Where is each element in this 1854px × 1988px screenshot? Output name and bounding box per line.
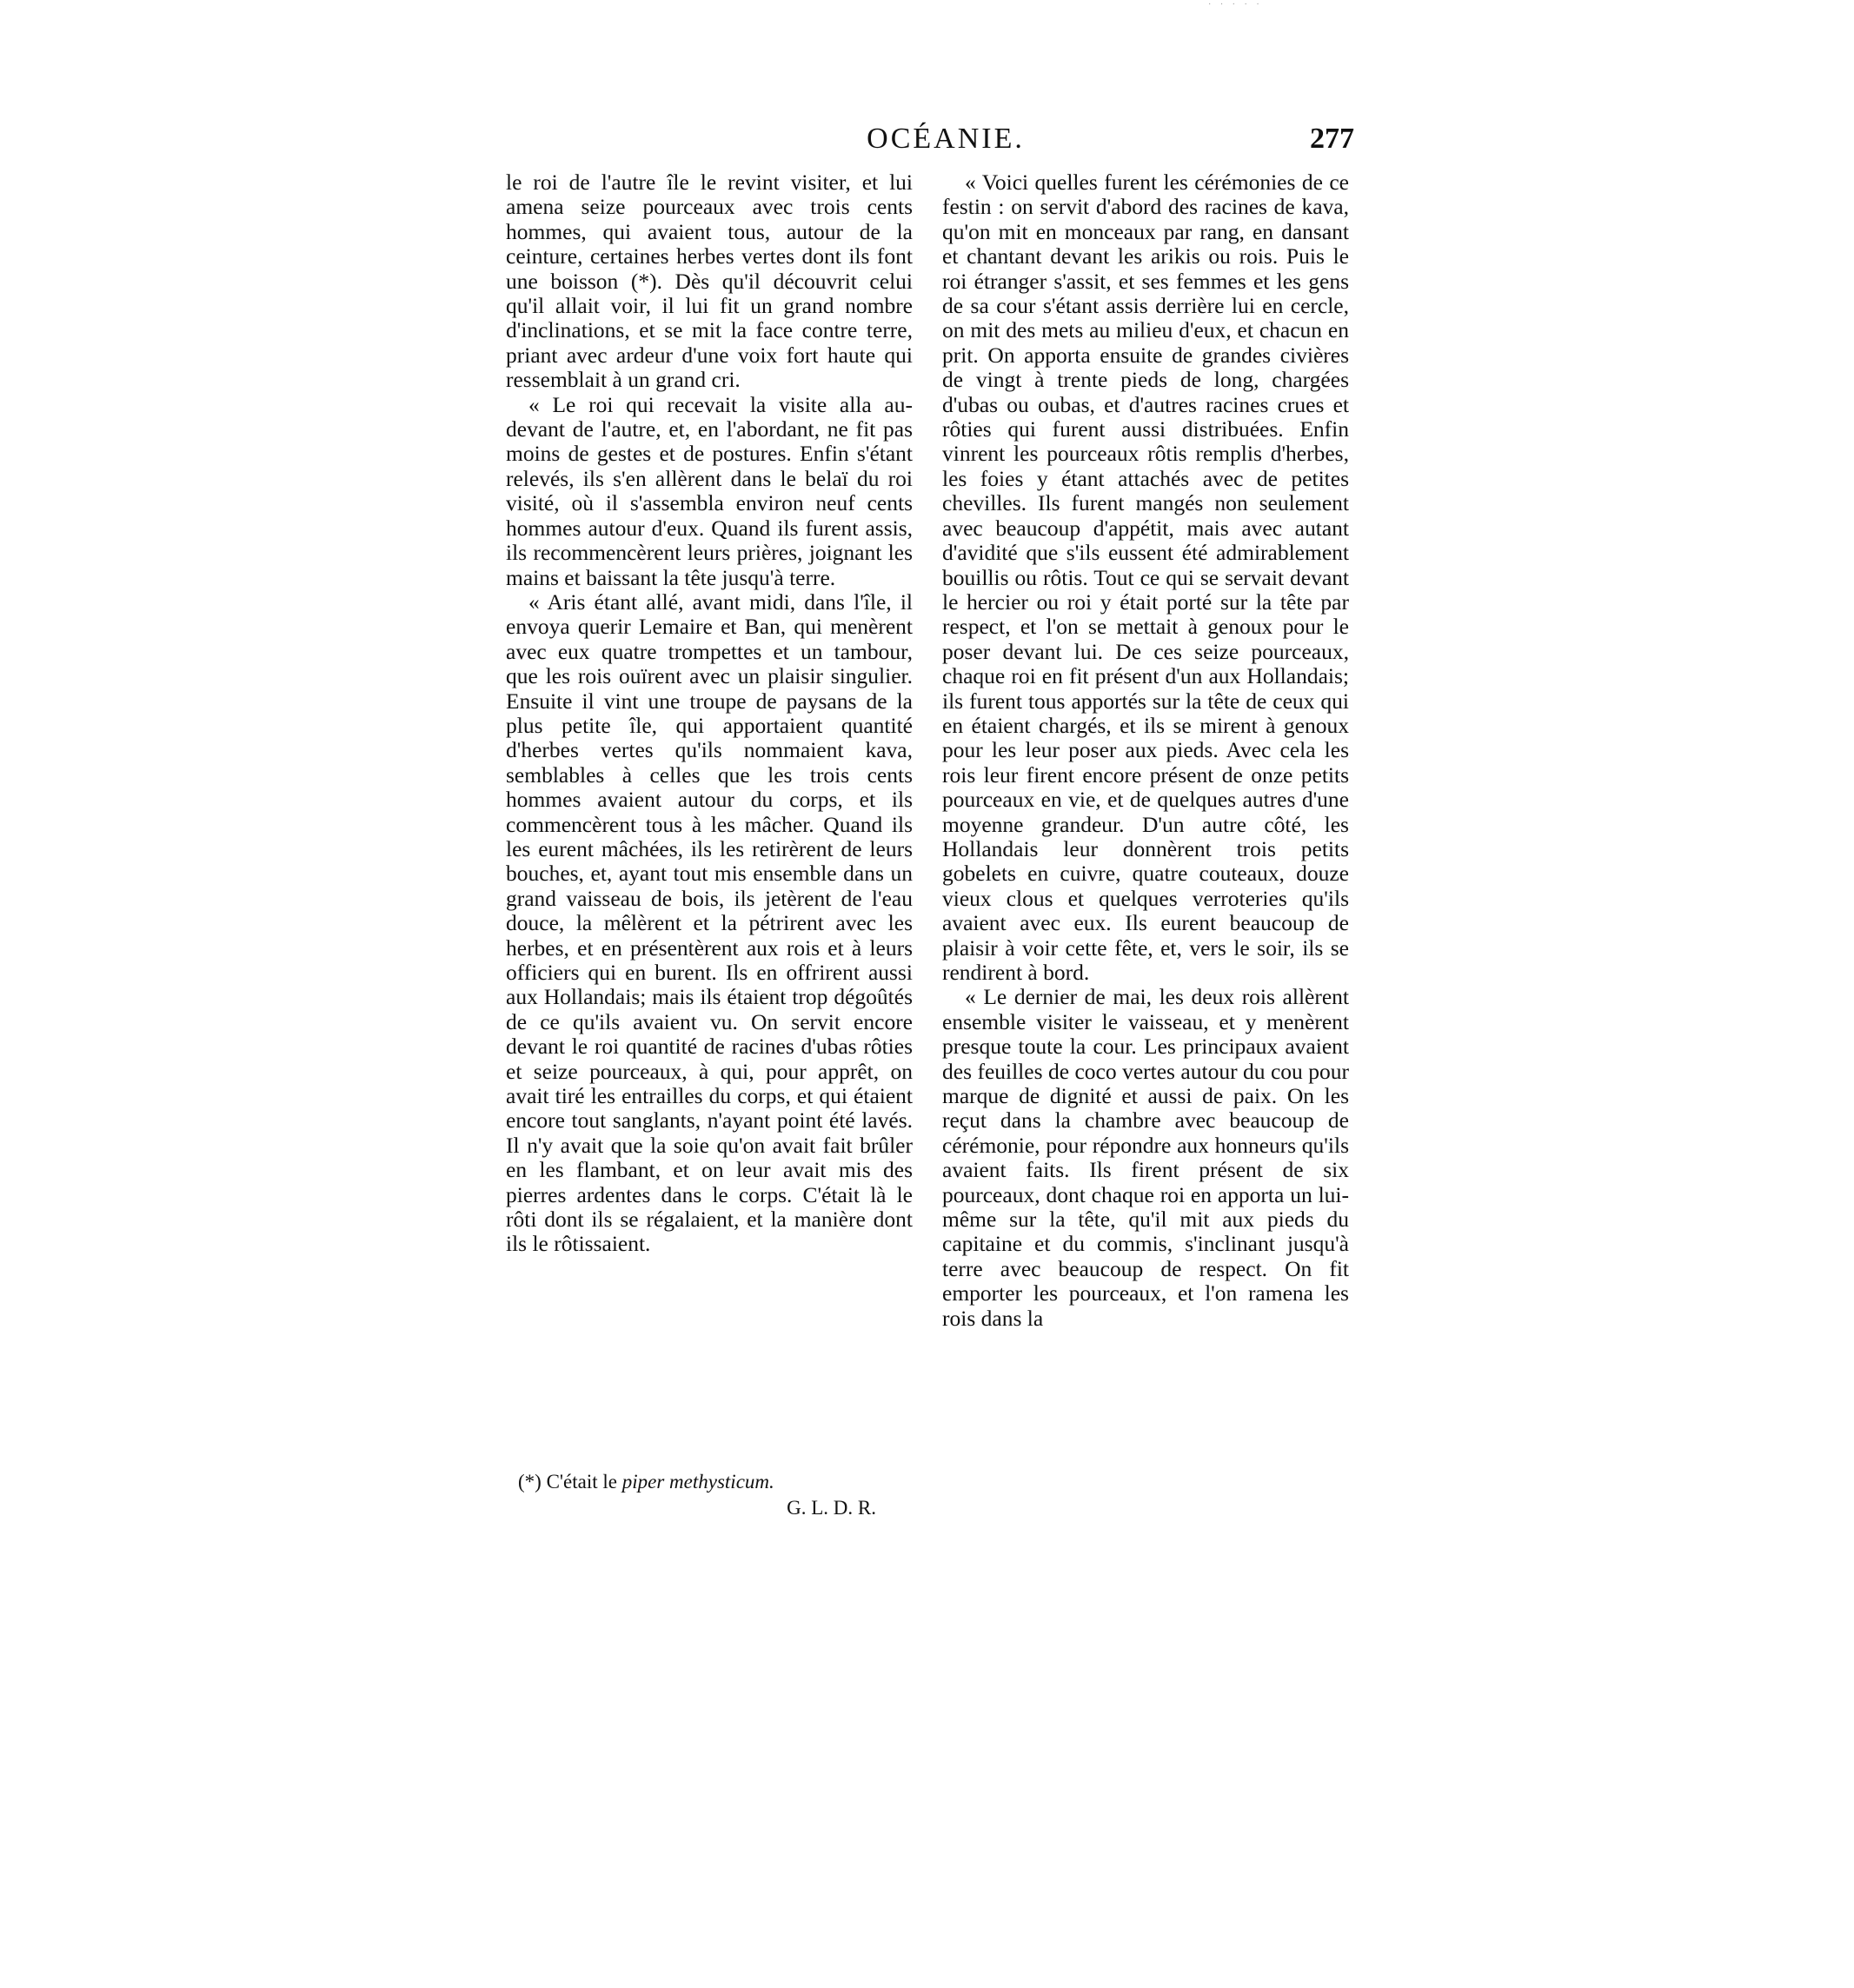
page-number: 277 [1310,123,1354,155]
paragraph: le roi de l'autre île le revint visiter, et lui amena seize pourceaux avec trois cents hommes, qui avaient tous, autour de la ceinture, certaines herbes vertes dont ils font une boisson (*). Dès qu'il découvrit celui qu'il allait voir, il lui fit un grand nombre d'inclinations, et se mit la face contre terre, priant avec ardeur d'une voix fort haute qui ressemblait à un grand cri. [506,170,913,393]
left-column [506,170,913,1257]
footnote-signature: G. L. D. R. [787,1497,876,1519]
paragraph: « Voici quelles furent les cérémonies de ce festin : on servit d'abord des racines de kava, qu'on mit en monceaux par rang, en dansant et chantant devant les arikis ou rois. Puis le roi étranger s'assit, et ses femmes et les gens de sa cour s'étant assis derrière lui en cercle, on mit des mets au milieu d'eux, et chacun en prit. On apporta ensuite de grandes civières de vingt à trente pieds de long, chargées d'ubas ou oubas, et d'autres racines crues et rôties qui furent aussi distribuées. Enfin vinrent les pourceaux rôtis remplis d'herbes, les foies y étant attachés avec de petites chevilles. Ils furent mangés non seulement avec beaucoup d'appétit, mais avec autant d'avidité que s'ils eussent été admirablement bouillis ou rôtis. Tout ce qui se servait devant le hercier ou roi y était porté sur la tête par respect, et l'on se mettait à genoux pour le poser devant lui. De ces seize pourceaux, chaque roi en fit présent d'un aux Hollandais; ils furent tous apportés sur la tête de ceux qui en étaient chargés, et ils se mirent à genoux pour les leur poser aux pieds. Avec cela les rois leur firent encore présent de onze petits pourceaux en vie, et de quelques autres d'une moyenne grandeur. D'un autre côté, les Hollandais leur donnèrent trois petits gobelets en cuivre, quatre couteaux, douze vieux clous et quelques verroteries qu'ils avaient avec eux. Ils eurent beaucoup de plaisir à voir cette fête, et, vers le soir, ils se rendirent à bord. [942,170,1349,985]
footnote-italic: piper methysticum. [621,1471,774,1493]
footnote-text: (*) C'était le [518,1471,622,1493]
paragraph: « Le roi qui recevait la visite alla au-devant de l'autre, et, en l'abordant, ne fit pas moins de gestes et de postures. Enfin s'étant relevés, ils s'en allèrent dans le belaï du roi visité, où il s'assembla environ neuf cents hommes autour d'eux. Quand ils furent assis, ils recommencèrent leurs prières, joignant les mains et baissant la tête jusqu'à terre. [506,391,913,590]
page-header [509,120,1382,158]
scan-specks: · · · · · [1208,0,1263,10]
right-column [942,170,1349,1331]
running-title: OCÉANIE. [867,123,1025,155]
paragraph: « Aris étant allé, avant midi, dans l'île, il envoya querir Lemaire et Ban, qui menèrent avec eux quatre trompettes et un tambour, que les rois ouïrent avec un plaisir singulier. Ensuite il vint une troupe de paysans de la plus petite île, qui apportaient quantité d'herbes vertes qu'ils nommaient kava, semblables à celles que les trois cents hommes avaient autour du corps, et ils commencèrent tous à les mâcher. Quand ils les eurent mâchées, ils les retirèrent de leurs bouches, et, ayant tout mis ensemble dans un grand vaisseau de bois, ils jetèrent de l'eau douce, la mêlèrent et la pétrirent avec les herbes, et en présentèrent aux rois et à leurs officiers qui en burent. Ils en offrirent aussi aux Hollandais; mais ils étaient trop dégoûtés de ce qu'ils avaient vu. On servit encore devant le roi quantité de racines d'ubas rôties et seize pourceaux, à qui, pour apprêt, on avait tiré les entrailles du corps, et qui étaient encore tout sanglants, n'ayant point été lavés. Il n'y avait que la soie qu'on avait fait brûler en les flambant, et on leur avait mis des pierres ardentes dans le corps. C'était là le rôti dont ils se régalaient, et la manière dont ils le rôtissaient. [506,588,913,1257]
paragraph: « Le dernier de mai, les deux rois allèrent ensemble visiter le vaisseau, et y menèrent presque toute la cour. Les principaux avaient des feuilles de coco vertes autour du cou pour marque de dignité et aussi de paix. On les reçut dans la chambre avec beaucoup de cérémonie, pour répondre aux honneurs qu'ils avaient faits. Ils firent présent de six pourceaux, dont chaque roi en apporta un lui-même sur la tête, qu'il mit aux pieds du capitaine et du commis, s'inclinant jusqu'à terre avec beaucoup de respect. On fit emporter les pourceaux, et l'on ramena les rois dans la [942,984,1349,1331]
footnote [518,1469,883,1521]
footnote-line [518,1469,883,1495]
